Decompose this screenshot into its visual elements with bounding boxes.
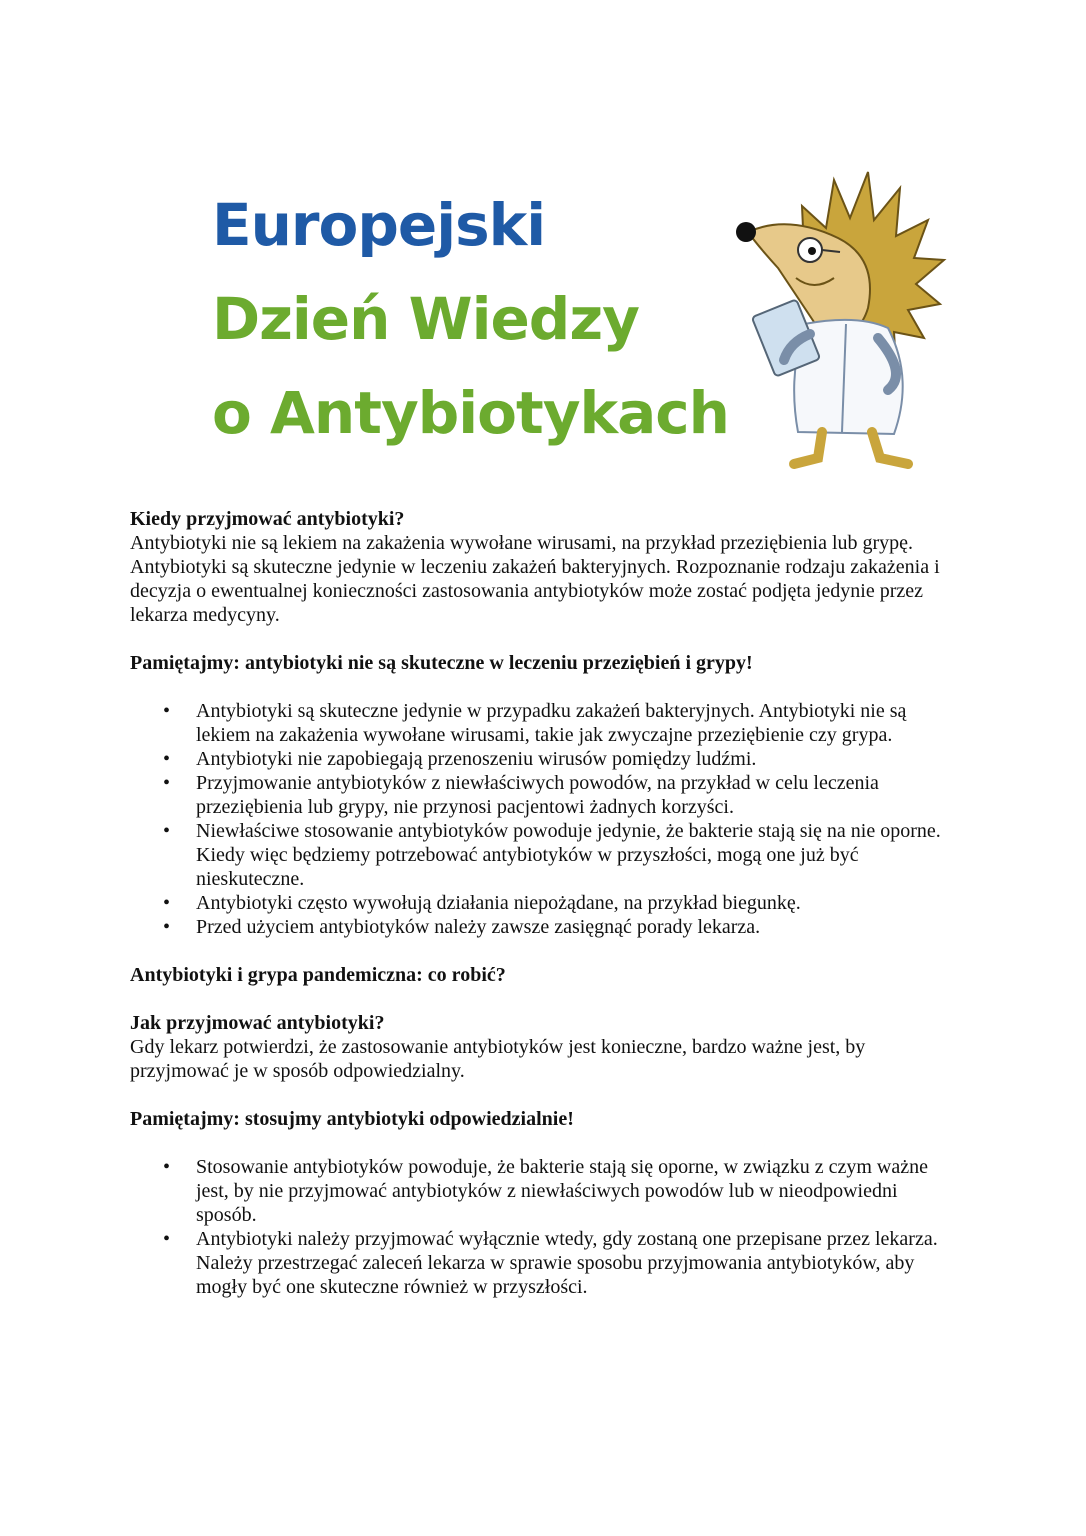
- list-item: • Antybiotyki często wywołują działania niepożądane, na przykład biegunkę.: [130, 891, 960, 915]
- banner: [170, 128, 950, 488]
- list-item: • Antybiotyki nie zapobiegają przenoszeniu wirusów pomiędzy ludźmi.: [130, 747, 960, 771]
- bullet-list-responsible: [130, 1155, 960, 1299]
- banner-line-2: Dzień Wiedzy: [212, 285, 639, 353]
- list-item: • Niewłaściwe stosowanie antybiotyków powoduje jedynie, że bakterie stają się na nie oporne. Kiedy więc będziemy potrzebować antybiotyków w przyszłości, mogą one już być nieskuteczne.: [130, 819, 960, 891]
- heading-when-to-take: Kiedy przyjmować antybiotyki?: [130, 508, 405, 530]
- hedgehog-doctor-icon: [718, 128, 950, 480]
- list-item: • Stosowanie antybiotyków powoduje, że bakterie stają się oporne, w związku z czym ważne jest, by nie przyjmować antybiotyków z niewłaściwych powodów lub w nieodpowiedni sposób.: [130, 1155, 960, 1227]
- heading-how-to-take: Jak przyjmować antybiotyki?: [130, 1012, 385, 1034]
- banner-line-3: o Antybiotykach: [212, 379, 729, 447]
- list-item: • Przyjmowanie antybiotyków z niewłaściwych powodów, na przykład w celu leczenia przeziębienia lub grypy, nie przynosi pacjentowi żadnych korzyści.: [130, 771, 960, 819]
- document-body: [130, 507, 960, 1299]
- reminder-responsible-use: Pamiętajmy: stosujmy antybiotyki odpowiedzialnie!: [130, 1108, 574, 1130]
- list-item: • Antybiotyki są skuteczne jedynie w przypadku zakażeń bakteryjnych. Antybiotyki nie są lekiem na zakażenia wywołane wirusami, takie jak zwyczajne przeziębienie czy grypa.: [130, 699, 960, 747]
- reminder-colds-flu: Pamiętajmy: antybiotyki nie są skuteczne w leczeniu przeziębień i grypy!: [130, 652, 753, 674]
- paragraph-when-to-take: Antybiotyki nie są lekiem na zakażenia wywołane wirusami, na przykład przeziębienia lub grypę. Antybiotyki są skuteczne jedynie w leczeniu zakażeń bakteryjnych. Rozpoznanie rodzaju zakażenia i decyzja o ewentualnej konieczności zastosowania antybiotyków może zostać podjęta jedynie przez lekarza medycyny.: [130, 532, 940, 626]
- bullet-list-facts: [130, 699, 960, 939]
- list-item: • Przed użyciem antybiotyków należy zawsze zasięgnąć porady lekarza.: [130, 915, 960, 939]
- banner-line-1: Europejski: [212, 191, 546, 259]
- heading-pandemic-flu: Antybiotyki i grypa pandemiczna: co robić?: [130, 964, 506, 986]
- list-item: • Antybiotyki należy przyjmować wyłącznie wtedy, gdy zostaną one przepisane przez lekarza. Należy przestrzegać zaleceń lekarza w sprawie sposobu przyjmowania antybiotyków, aby mogły być one skuteczne również w przyszłości.: [130, 1227, 960, 1299]
- paragraph-how-to-take: Gdy lekarz potwierdzi, że zastosowanie antybiotyków jest konieczne, bardzo ważne jest, by przyjmować je w sposób odpowiedzialny.: [130, 1036, 866, 1082]
- banner-title: [212, 178, 729, 460]
